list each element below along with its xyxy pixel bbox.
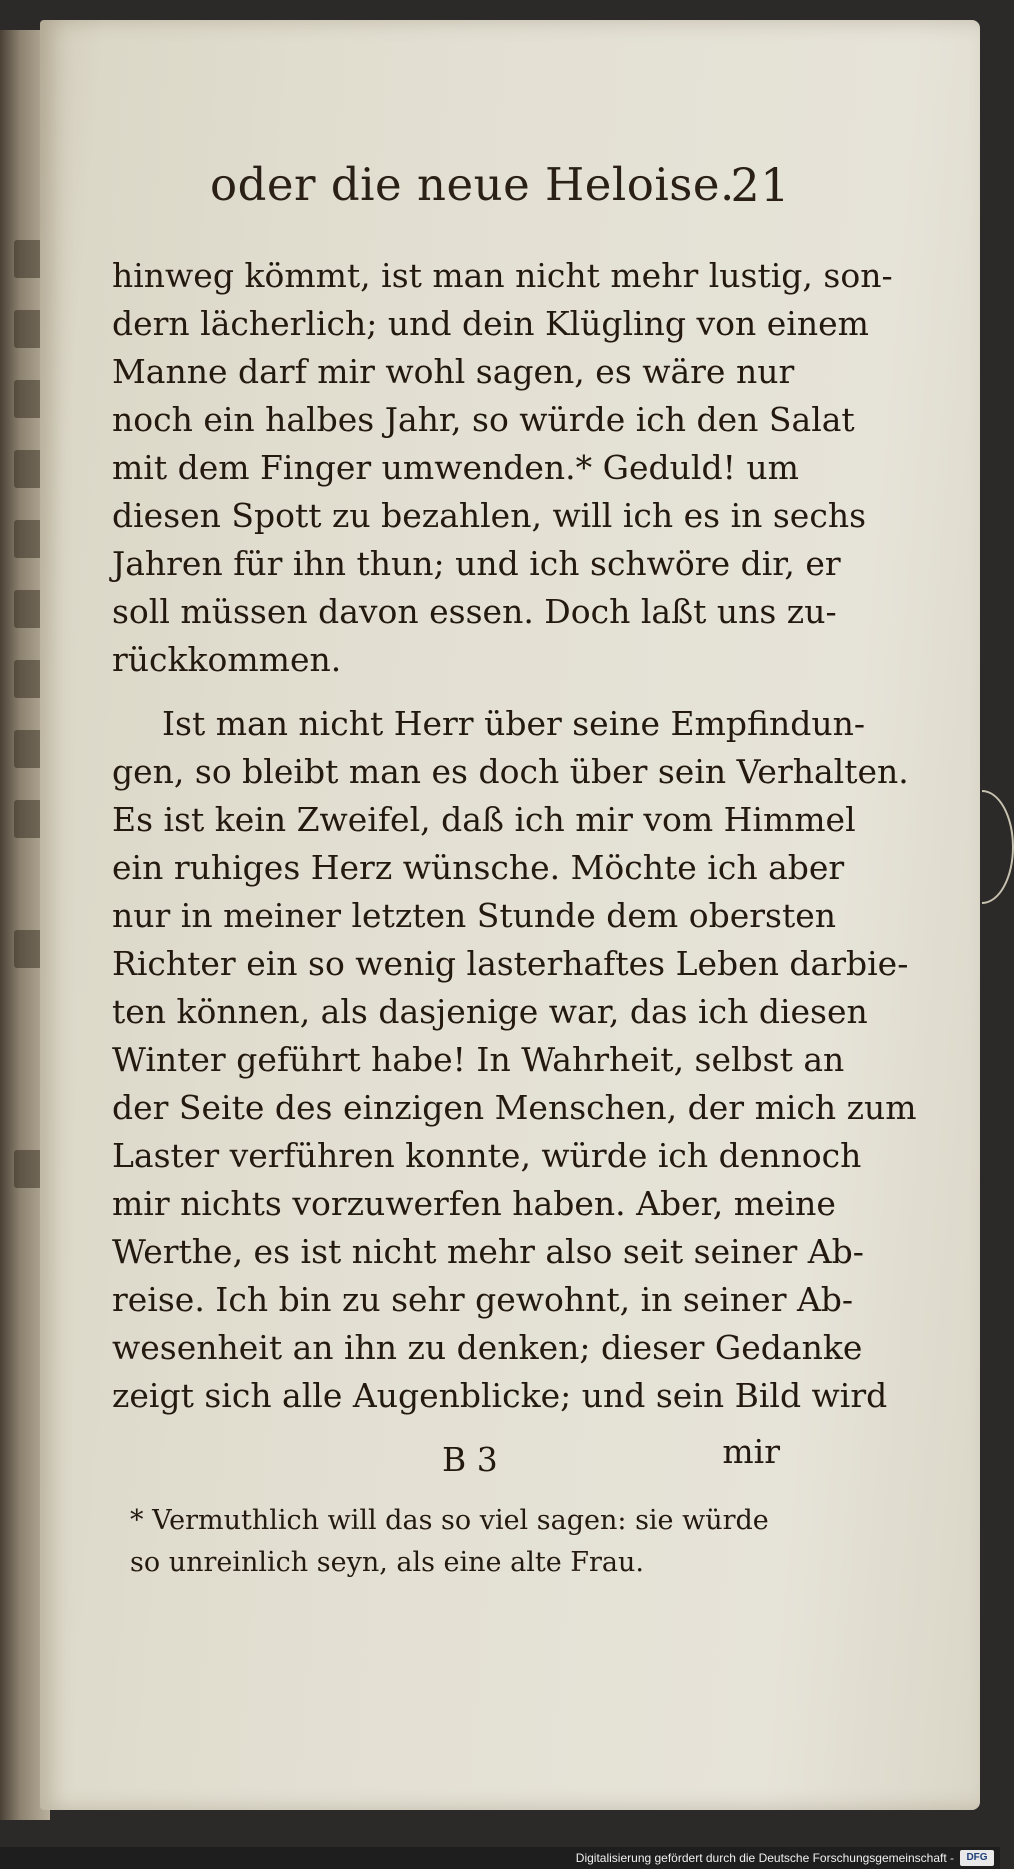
text-line: hinweg kömmt, ist man nicht mehr lustig, son- [112, 256, 893, 295]
text-line: Ist man nicht Herr über seine Empfindun- [162, 704, 866, 743]
text-line: Es ist kein Zweifel, daß ich mir vom Himmel [112, 800, 856, 839]
footnote-line: so unreinlich seyn, als eine alte Frau. [130, 1547, 644, 1578]
text-line: Manne darf mir wohl sagen, es wäre nur [112, 352, 795, 391]
text-line: Richter ein so wenig lasterhaftes Leben darbie- [112, 944, 909, 983]
text-line: Winter geführt habe! In Wahrheit, selbst an [112, 1040, 845, 1079]
text-line: Jahren für ihn thun; und ich schwöre dir, er [112, 544, 841, 583]
text-line: diesen Spott zu bezahlen, will ich es in sechs [112, 496, 867, 535]
paragraph-gap [112, 684, 780, 700]
text-line: noch ein halbes Jahr, so würde ich den Salat [112, 400, 855, 439]
credit-bar [0, 1847, 1000, 1869]
text-line: nur in meiner letzten Stunde dem obersten [112, 896, 836, 935]
text-line: rückkommen. [112, 640, 342, 679]
page-number: 21 [730, 158, 790, 212]
text-line: ten können, als dasjenige war, das ich diesen [112, 992, 868, 1031]
text-line: zeigt sich alle Augenblicke; und sein Bild wird [112, 1376, 888, 1415]
text-line: Laster verführen konnte, würde ich dennoch [112, 1136, 862, 1175]
body-text [112, 252, 917, 1420]
page-header [210, 158, 790, 228]
text-line: soll müssen davon essen. Doch laßt uns zu- [112, 592, 837, 631]
text-line: Werthe, es ist nicht mehr also seit seiner Ab- [112, 1232, 864, 1271]
catchword: mir [722, 1432, 780, 1471]
text-line: reise. Ich bin zu sehr gewohnt, in seiner Ab- [112, 1280, 854, 1319]
running-title: oder die neue Heloise. [210, 158, 735, 211]
text-line: dern lächerlich; und dein Klügling von einem [112, 304, 869, 343]
footnote [130, 1500, 780, 1584]
signature-mark: B 3 [442, 1440, 498, 1479]
text-line: gen, so bleibt man es doch über sein Verhalten. [112, 752, 909, 791]
text-line: ein ruhiges Herz wünsche. Möchte ich aber [112, 848, 845, 887]
text-line: mit dem Finger umwenden.* Geduld! um [112, 448, 799, 487]
text-line: mir nichts vorzuwerfen haben. Aber, meine [112, 1184, 836, 1223]
footnote-line: * Vermuthlich will das so viel sagen: sie würde [130, 1505, 769, 1536]
text-line: der Seite des einzigen Menschen, der mich zum [112, 1088, 917, 1127]
digitization-credit: Digitalisierung gefördert durch die Deutsche Forschungsgemeinschaft - [575, 1851, 954, 1865]
dfg-logo: DFG [960, 1850, 994, 1866]
signature-row [112, 1432, 780, 1490]
text-line: wesenheit an ihn zu denken; dieser Gedanke [112, 1328, 863, 1367]
